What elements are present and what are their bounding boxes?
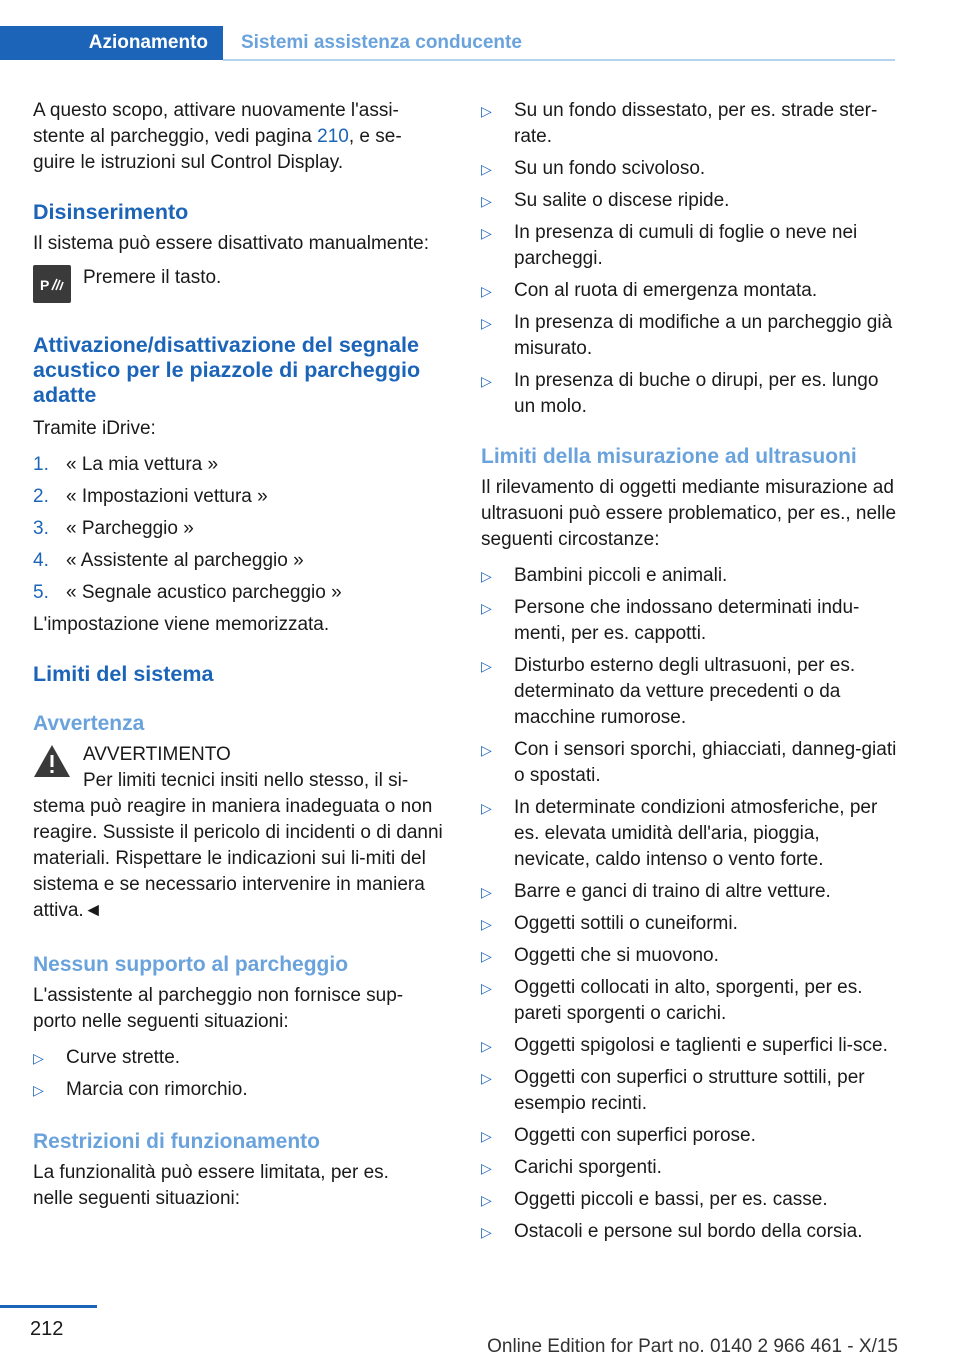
list-item	[481, 563, 901, 589]
tramite-text: Tramite iDrive:	[33, 418, 156, 439]
disinserimento-text: Il sistema può essere disattivato manualmente:	[33, 233, 430, 254]
list-item	[481, 220, 901, 272]
park-assist-button-icon	[33, 265, 71, 303]
bullet-triangle-icon: ▷	[481, 884, 492, 900]
list-item	[481, 653, 901, 731]
warning-first-line: Per limiti tecnici insiti nello stesso, il si-	[83, 770, 409, 791]
list-item	[481, 1033, 901, 1059]
bullet-triangle-icon: ▷	[481, 161, 492, 177]
bullet-triangle-icon: ▷	[481, 1160, 492, 1176]
bullet-triangle-icon: ▷	[481, 658, 492, 674]
ultrasuoni-text: Il rilevamento di oggetti mediante misurazione ad ultrasuoni può essere problematico, per es., nelle seguenti circostanze:	[481, 477, 897, 550]
list-item-text: Oggetti che si muovono.	[514, 945, 719, 966]
heading-nessun-supporto: Nessun supporto al parcheggio	[33, 953, 349, 976]
press-key-row	[33, 265, 448, 305]
header-divider	[223, 59, 895, 61]
warning-title: AVVERTIMENTO	[83, 744, 231, 765]
ultrasuoni-list	[481, 563, 901, 1245]
footer-divider	[0, 1305, 97, 1308]
intro-text: A questo scopo, attivare nuovamente l'assi-stente al parcheggio, vedi pagina	[33, 100, 399, 147]
press-key-text: Premere il tasto.	[83, 267, 222, 288]
list-item	[481, 975, 901, 1027]
page-number: 212	[30, 1318, 64, 1340]
bullet-triangle-icon: ▷	[481, 315, 492, 331]
warning-body: stema può reagire in maniera inadeguata o non reagire. Sussiste il pericolo di incidenti o di danni materiali. Rispettare le indicazioni sui li-miti del sistema e se necessario intervenire in maniera attiva.◄	[33, 796, 443, 921]
bullet-triangle-icon: ▷	[481, 1192, 492, 1208]
list-item	[481, 368, 901, 420]
list-item	[481, 156, 901, 182]
bullet-triangle-icon: ▷	[33, 1050, 44, 1066]
bullet-triangle-icon: ▷	[481, 916, 492, 932]
header	[0, 26, 895, 62]
heading-attivazione: Attivazione/disattivazione del segnale acustico per le piazzole di parcheggio adatte	[33, 333, 421, 407]
list-item-text: Disturbo esterno degli ultrasuoni, per es. determinato da vetture precedenti o da macchine rumorose.	[514, 655, 856, 728]
step-item	[33, 580, 448, 606]
step-text[interactable]: « Impostazioni vettura »	[66, 486, 268, 507]
list-item	[481, 943, 901, 969]
nessun-text: L'assistente al parcheggio non fornisce sup-porto nelle seguenti situazioni:	[33, 985, 404, 1032]
list-item-text: Ostacoli e persone sul bordo della corsia.	[514, 1221, 863, 1242]
list-item	[481, 595, 901, 647]
list-item-text: Su un fondo scivoloso.	[514, 158, 706, 179]
restrizioni-text: La funzionalità può essere limitata, per es. nelle seguenti situazioni:	[33, 1162, 389, 1209]
list-item-text: Oggetti spigolosi e taglienti e superfici li-sce.	[514, 1035, 888, 1056]
bullet-triangle-icon: ▷	[481, 283, 492, 299]
step-item	[33, 516, 448, 542]
bullet-triangle-icon: ▷	[481, 600, 492, 616]
bullet-triangle-icon: ▷	[33, 1082, 44, 1098]
list-item-text: Persone che indossano determinati indu-menti, per es. cappotti.	[514, 597, 860, 644]
page-link[interactable]: 210	[317, 126, 349, 147]
right-column	[481, 98, 901, 1251]
warning-block	[33, 742, 448, 924]
list-item-text: Bambini piccoli e animali.	[514, 565, 728, 586]
step-text[interactable]: « Parcheggio »	[66, 518, 194, 539]
list-item-text: Curve strette.	[66, 1047, 181, 1068]
list-item-text: Barre e ganci di traino di altre vetture.	[514, 881, 831, 902]
warning-triangle-icon	[33, 744, 71, 778]
list-item	[33, 1045, 448, 1071]
list-item	[481, 310, 901, 362]
idrive-steps	[33, 452, 448, 606]
step-number: 5.	[33, 582, 49, 603]
list-item	[481, 1123, 901, 1149]
list-item-text: Oggetti con superfici o strutture sottili, per esempio recinti.	[514, 1067, 865, 1114]
list-item	[481, 879, 901, 905]
list-item	[481, 98, 901, 150]
list-item	[481, 1187, 901, 1213]
step-item	[33, 484, 448, 510]
intro-text-end: , e se-guire le istruzioni sul Control Display.	[33, 126, 402, 173]
heading-disinserimento: Disinserimento	[33, 200, 189, 224]
edition-note: Online Edition for Part no. 0140 2 966 461 - X/15	[487, 1336, 898, 1357]
step-number: 4.	[33, 550, 49, 571]
bullet-triangle-icon: ▷	[481, 948, 492, 964]
list-item-text: Oggetti sottili o cuneiformi.	[514, 913, 738, 934]
bullet-triangle-icon: ▷	[481, 193, 492, 209]
step-text[interactable]: « La mia vettura »	[66, 454, 219, 475]
list-item-text: Carichi sporgenti.	[514, 1157, 662, 1178]
step-number: 3.	[33, 518, 49, 539]
tab-section-title[interactable]: Sistemi assistenza conducente	[241, 32, 522, 53]
svg-text:P: P	[40, 277, 50, 293]
bullet-triangle-icon: ▷	[481, 742, 492, 758]
intro-paragraph	[33, 98, 433, 176]
nessun-list	[33, 1045, 448, 1103]
heading-limiti-sistema: Limiti del sistema	[33, 662, 214, 686]
step-item	[33, 548, 448, 574]
list-item-text: In presenza di cumuli di foglie o neve nei parcheggi.	[514, 222, 858, 269]
list-item	[481, 737, 901, 789]
step-item	[33, 452, 448, 478]
bullet-triangle-icon: ▷	[481, 1038, 492, 1054]
list-item-text: In presenza di modifiche a un parcheggio già misurato.	[514, 312, 893, 359]
step-text[interactable]: « Segnale acustico parcheggio »	[66, 582, 342, 603]
list-item	[481, 188, 901, 214]
list-item-text: In presenza di buche o dirupi, per es. lungo un molo.	[514, 370, 879, 417]
list-item	[481, 795, 901, 873]
bullet-triangle-icon: ▷	[481, 103, 492, 119]
list-item-text: Oggetti collocati in alto, sporgenti, per es. pareti sporgenti o carichi.	[514, 977, 863, 1024]
list-item	[481, 278, 901, 304]
bullet-triangle-icon: ▷	[481, 373, 492, 389]
bullet-triangle-icon: ▷	[481, 1070, 492, 1086]
restrizioni-list	[481, 98, 901, 420]
list-item-text: In determinate condizioni atmosferiche, per es. elevata umidità dell'aria, pioggia, nevicate, caldo intenso o vento forte.	[514, 797, 878, 870]
bullet-triangle-icon: ▷	[481, 800, 492, 816]
bullet-triangle-icon: ▷	[481, 980, 492, 996]
heading-restrizioni: Restrizioni di funzionamento	[33, 1130, 320, 1153]
bullet-triangle-icon: ▷	[481, 568, 492, 584]
heading-ultrasuoni: Limiti della misurazione ad ultrasuoni	[481, 445, 857, 468]
list-item-text: Oggetti con superfici porose.	[514, 1125, 756, 1146]
list-item	[481, 911, 901, 937]
tab-azionamento[interactable]: Azionamento	[0, 26, 223, 60]
left-column	[33, 98, 448, 1212]
list-item-text: Con i sensori sporchi, ghiacciati, danneg-giati o spostati.	[514, 739, 897, 786]
bullet-triangle-icon: ▷	[481, 1224, 492, 1240]
step-number: 2.	[33, 486, 49, 507]
step-number: 1.	[33, 454, 49, 475]
list-item-text: Marcia con rimorchio.	[66, 1079, 248, 1100]
list-item	[481, 1219, 901, 1245]
step-text[interactable]: « Assistente al parcheggio »	[66, 550, 304, 571]
bullet-triangle-icon: ▷	[481, 225, 492, 241]
heading-avvertenza: Avvertenza	[33, 712, 145, 735]
list-item-text: Su salite o discese ripide.	[514, 190, 730, 211]
list-item	[481, 1155, 901, 1181]
list-item-text: Con al ruota di emergenza montata.	[514, 280, 818, 301]
memorized-text: L'impostazione viene memorizzata.	[33, 614, 330, 635]
list-item-text: Oggetti piccoli e bassi, per es. casse.	[514, 1189, 828, 1210]
list-item	[481, 1065, 901, 1117]
list-item-text: Su un fondo dissestato, per es. strade ster-rate.	[514, 100, 878, 147]
bullet-triangle-icon: ▷	[481, 1128, 492, 1144]
list-item	[33, 1077, 448, 1103]
